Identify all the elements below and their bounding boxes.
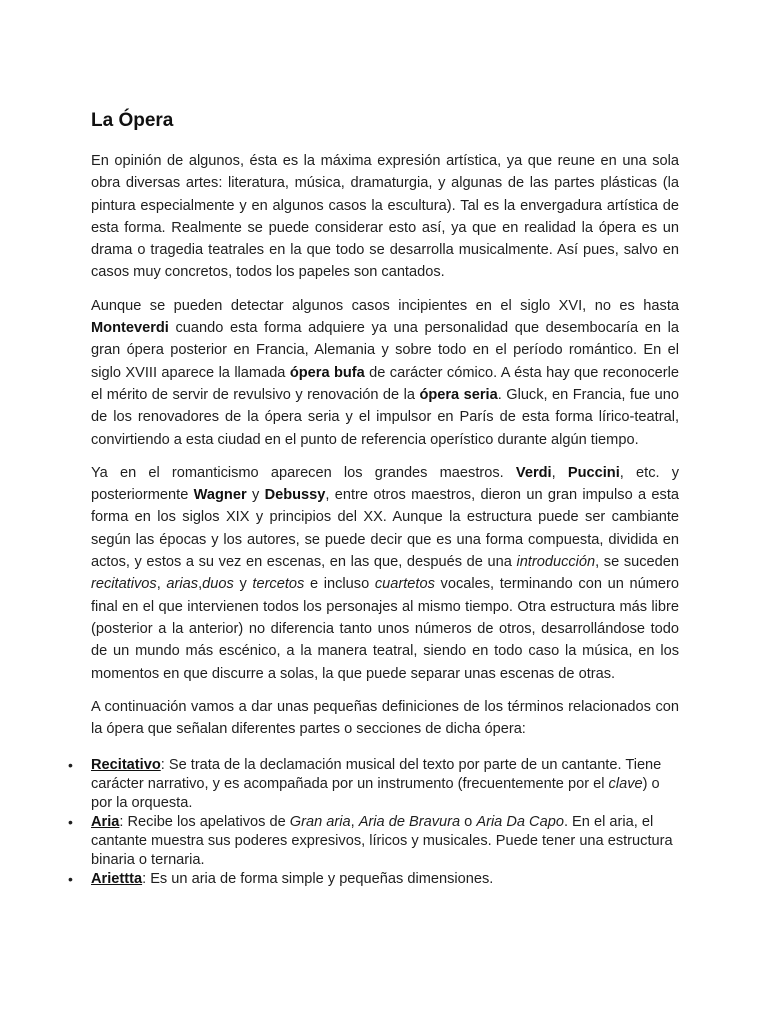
- text-segment: y: [233, 576, 253, 593]
- text-segment: : Se trata de la declamación musical del texto por parte de un cantante. Tiene carácter narrativo, y es acompañada por un instrumento (frecuentemente por el: [91, 757, 662, 793]
- document-body: [68, 150, 680, 889]
- text-segment: Aunque se pueden detectar algunos casos incipientes en el siglo XVI, no es hasta: [91, 297, 679, 314]
- paragraph-romanticism: [91, 462, 679, 685]
- text-segment: cuando esta forma adquiere ya una personalidad que desembocaría en la gran ópera posterior en Francia, Alemania y sobre todo en el período romántico. En el siglo XVIII aparece la llamada: [91, 320, 679, 381]
- definitions-list: [65, 756, 679, 889]
- text-segment: ) o por la orquesta.: [91, 776, 660, 812]
- text-segment: Ya en el romanticismo aparecen los grandes maestros.: [91, 464, 516, 481]
- text-segment: o: [460, 814, 477, 831]
- text-segment: vocales, terminando con un número final en el que intervienen todos los personajes al mismo tiempo. Otra estructura más libre (posterior a la anterior) no diferencia tanto unos números de otros, desarrollándose todo de un mundo más escénico, a la manera teatral, siendo en todo caso la música, en los momentos en que discurre a solas, la que puede separar unas escenas de otras.: [91, 576, 679, 682]
- italic-term: tercetos: [252, 576, 305, 593]
- bold-term: ópera seria: [419, 386, 498, 403]
- italic-term: clave: [608, 776, 643, 793]
- bullet-icon: •: [68, 814, 73, 831]
- italic-term: introducción: [516, 554, 596, 571]
- italic-term: Gran aria: [289, 814, 351, 831]
- text-segment: , entre otros maestros, dieron un gran impulso a esta forma en los siglos XIX y principios del XX. Aunque la estructura puede ser cambiante según las épocas y los autores, se puede decir que es una forma compuesta, dividida en actos, y estos a su vez en escenas, en las que, después de una: [91, 487, 679, 571]
- text-segment: e incluso: [304, 576, 375, 593]
- bullet-icon: •: [68, 871, 73, 888]
- paragraph-definitions-intro: A continuación vamos a dar unas pequeñas definiciones de los términos relacionados con la ópera que señalan diferentes partes o secciones de dicha ópera:: [91, 698, 679, 738]
- italic-term: recitativos: [91, 576, 157, 593]
- text-segment: y: [246, 487, 265, 504]
- text-segment: , se suceden: [595, 554, 679, 571]
- paragraph-history: [91, 295, 679, 451]
- bold-term: Debussy: [264, 487, 326, 504]
- definition-term: Recitativo: [91, 757, 161, 774]
- bold-term: Puccini: [567, 464, 620, 481]
- italic-term: cuartetos: [374, 576, 435, 593]
- text-segment: ,: [551, 464, 568, 481]
- bullet-icon: •: [68, 757, 73, 774]
- list-item-recitativo: [65, 756, 679, 813]
- text-segment: ,: [156, 576, 167, 593]
- italic-term: arias: [166, 576, 199, 593]
- definition-term: Aria: [91, 814, 120, 831]
- bold-term: Verdi: [515, 464, 552, 481]
- text-segment: : Recibe los apelativos de: [119, 814, 290, 831]
- text-segment: , etc. y posteriormente: [91, 464, 680, 504]
- paragraph-intro: En opinión de algunos, ésta es la máxima expresión artística, ya que reune en una sola obra diversas artes: literatura, música, dramaturgia, y algunas de las partes plásticas (la pintura especialmente y en algunos casos la escultura). Tal es la envergadura artística de esta forma. Realmente se puede considerar esto así, ya que en realidad la ópera es un drama o tragedia teatrales en la que todo se desarrolla musicalmente. Así pues, salvo en casos muy concretos, todos los papeles son cantados.: [91, 153, 679, 281]
- text-segment: . Gluck, en Francia, fue uno de los renovadores de la ópera seria y el impulsor en París de esta forma lírico-teatral, convirtiendo a esta ciudad en el punto de referencia operístico durante algún tiempo.: [91, 386, 679, 448]
- bold-term: Wagner: [193, 487, 247, 504]
- text-segment: de carácter cómico. A ésta hay que reconocerle el mérito de servir de revulsivo y renovación de la: [91, 364, 680, 403]
- text-segment: ,: [198, 576, 203, 593]
- page-title: La Ópera: [91, 110, 174, 131]
- italic-term: Aria de Bravura: [358, 814, 461, 831]
- italic-term: duos: [202, 576, 234, 593]
- text-segment: ,: [350, 814, 359, 831]
- bold-term: ópera bufa: [289, 364, 365, 381]
- list-item-ariettta: [65, 870, 679, 889]
- definition-term: Ariettta: [91, 871, 143, 888]
- italic-term: Aria Da Capo: [476, 814, 564, 831]
- list-item-aria: [65, 813, 679, 870]
- text-segment: : Es un aria de forma simple y pequeñas dimensiones.: [142, 871, 494, 888]
- text-segment: . En el aria, el cantante muestra sus poderes expresivos, líricos y musicales. Puede tener una estructura binaria o ternaria.: [91, 814, 673, 869]
- bold-term: Monteverdi: [91, 320, 169, 337]
